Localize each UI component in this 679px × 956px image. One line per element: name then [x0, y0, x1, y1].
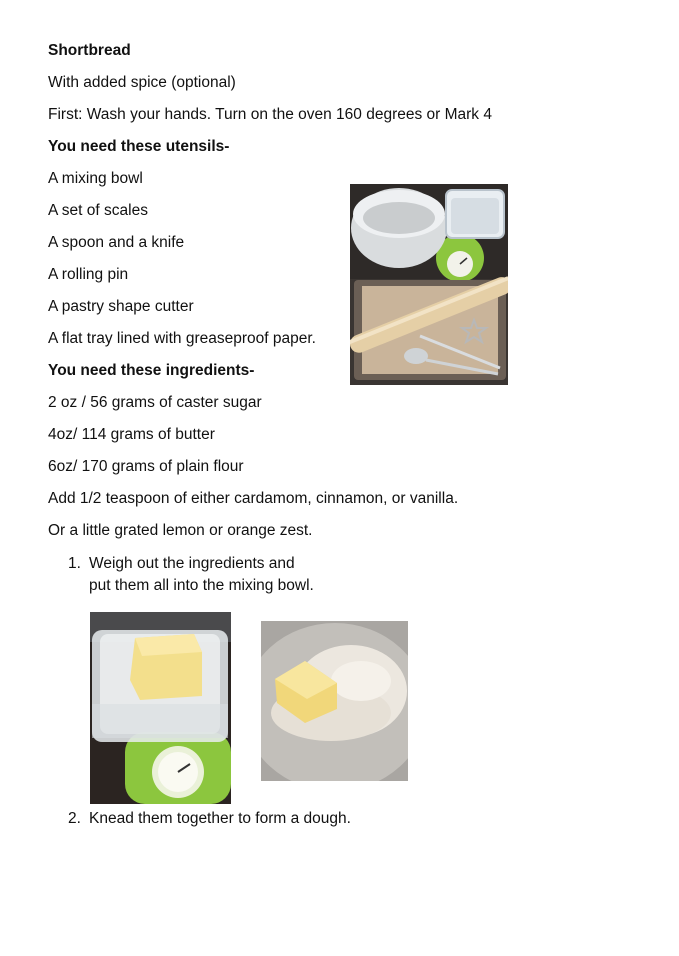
ingredient-item: 4oz/ 114 grams of butter — [48, 426, 215, 443]
ingredient-item: 2 oz / 56 grams of caster sugar — [48, 394, 262, 411]
first-instruction: First: Wash your hands. Turn on the oven 160 degrees or Mark 4 — [48, 106, 492, 123]
utensil-item: A set of scales — [48, 202, 148, 219]
utensils-heading: You need these utensils- — [48, 138, 230, 155]
step-text: Knead them together to form a dough. — [89, 810, 351, 827]
butter-and-flour-photo — [261, 621, 408, 781]
recipe-title: Shortbread — [48, 42, 131, 59]
recipe-subtitle: With added spice (optional) — [48, 74, 236, 91]
step-1 — [68, 553, 314, 597]
step-2 — [68, 808, 351, 830]
utensil-item: A mixing bowl — [48, 170, 143, 187]
butter-on-scales-photo — [90, 612, 231, 804]
extra-zest-line: Or a little grated lemon or orange zest. — [48, 522, 313, 539]
ingredient-item: 6oz/ 170 grams of plain flour — [48, 458, 244, 475]
utensil-item: A pastry shape cutter — [48, 298, 194, 315]
utensils-photo — [350, 184, 508, 385]
utensil-item: A flat tray lined with greaseproof paper. — [48, 330, 316, 347]
utensil-item: A spoon and a knife — [48, 234, 185, 251]
step-text-continued: put them all into the mixing bowl. — [89, 577, 314, 594]
extra-flavour-line: Add 1/2 teaspoon of either cardamom, cinnamon, or vanilla. — [48, 490, 459, 507]
utensil-item: A rolling pin — [48, 266, 129, 283]
step-number: 1. — [68, 555, 81, 572]
ingredients-heading: You need these ingredients- — [48, 362, 255, 379]
step-text: Weigh out the ingredients and — [89, 555, 295, 572]
step-number: 2. — [68, 810, 81, 827]
